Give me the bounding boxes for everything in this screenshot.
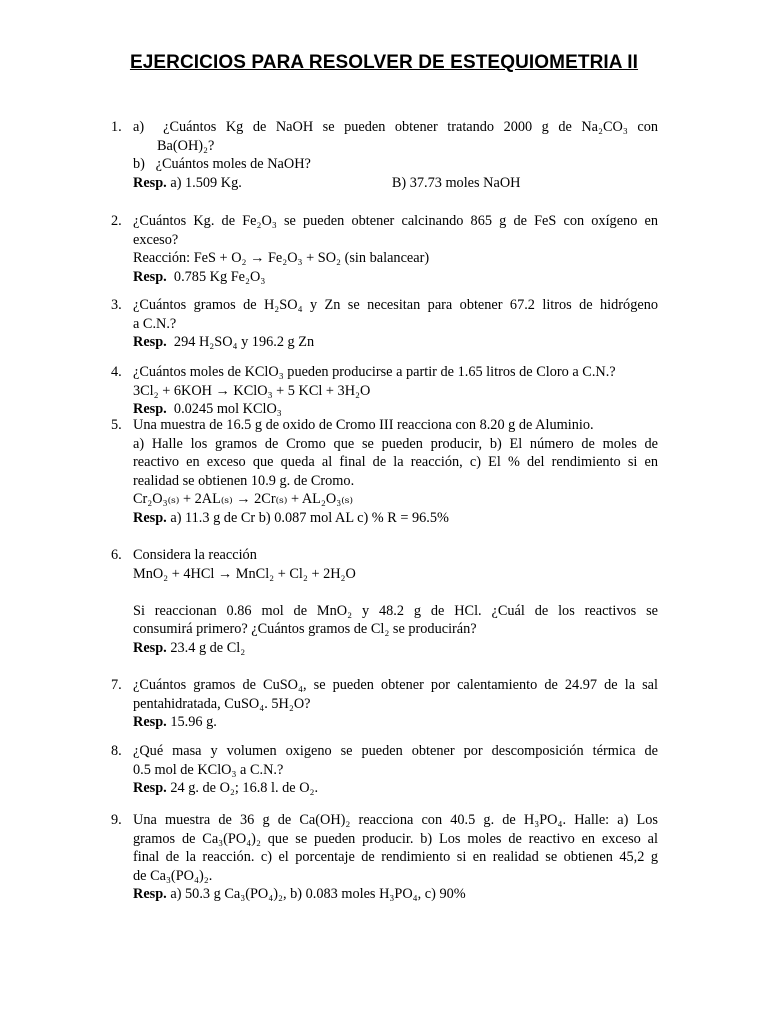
exercise-5-answer: Resp. a) 11.3 g de Cr b) 0.087 mol AL c) % R = 96.5%	[133, 509, 449, 526]
exercise-number: 7.	[111, 677, 122, 693]
reaction-equation: MnO₂ + 4HCl → MnCl₂ + Cl₂ + 2H₂O	[133, 565, 356, 582]
exercise-3-answer: Resp. 294 H₂SO₄ y 196.2 g Zn	[133, 334, 315, 351]
exercise-text: realidad se obtienen 10.9 g. de Cromo.	[133, 472, 355, 489]
exercise-text: ¿Cuántos moles de KClO₃ pueden producirse a partir de 1.65 litros de Cloro a C.N.?	[133, 364, 616, 380]
exercise-number: 4.	[111, 364, 122, 380]
exercise-6-answer: Resp. 23.4 g de Cl₂	[133, 639, 246, 656]
exercise-number: 5.	[111, 417, 122, 433]
exercise-1	[133, 118, 658, 192]
exercise-text: reactivo en exceso que queda al final de la reacción, c) El % del rendimiento si en	[133, 454, 658, 471]
exercise-number: 3.	[111, 297, 122, 313]
exercise-1-answer: Resp. a) 1.509 Kg. B) 37.73 moles NaOH	[133, 174, 521, 191]
exercise-3	[133, 296, 658, 352]
exercise-8-answer: Resp. 24 g. de O₂; 16.8 l. de O₂.	[133, 780, 319, 797]
exercise-text: 0.5 mol de KClO₃ a C.N.?	[133, 761, 284, 778]
exercise-4	[133, 363, 658, 419]
exercise-9-answer: Resp. a) 50.3 g Ca₃(PO₄)₂, b) 0.083 moles H₃PO₄, c) 90%	[133, 886, 466, 903]
exercise-number: 6.	[111, 547, 122, 563]
exercise-text: ¿Cuántos gramos de H₂SO₄ y Zn se necesitan para obtener 67.2 litros de hidrógeno	[133, 297, 658, 313]
exercise-8	[133, 742, 658, 798]
exercise-2-answer: Resp. 0.785 Kg Fe₂O₃	[133, 268, 266, 285]
exercise-text: Una muestra de 36 g de Ca(OH)₂ reacciona con 40.5 g. de H₃PO₄. Halle: a) Los	[133, 812, 658, 828]
reaction-equation: Reacción: FeS + O₂ → Fe₂O₃ + SO₂ (sin balancear)	[133, 250, 430, 267]
exercise-text: consumirá primero? ¿Cuántos gramos de Cl₂ se producirán?	[133, 621, 477, 638]
exercise-2	[133, 212, 658, 286]
exercise-text: exceso?	[133, 231, 179, 248]
spacer	[133, 583, 658, 602]
exercise-1-part-b: b) ¿Cuántos moles de NaOH?	[133, 156, 311, 173]
exercise-6	[133, 546, 658, 658]
exercise-text: ¿Qué masa y volumen oxigeno se pueden obtener por descomposición térmica de	[133, 743, 658, 759]
exercise-text: gramos de Ca₃(PO₄)₂ que se pueden producir. b) Los moles de reactivo en exceso al	[133, 830, 658, 847]
exercise-9	[133, 811, 658, 904]
reaction-equation: Cr₂O₃₍ₛ₎ + 2AL₍ₛ₎ → 2Cr₍ₛ₎ + AL₂O₃₍ₛ₎	[133, 491, 354, 508]
exercise-text: Considera la reacción	[133, 547, 257, 563]
exercise-number: 2.	[111, 213, 122, 229]
exercise-text: ¿Cuántos Kg. de Fe₂O₃ se pueden obtener calcinando 865 g de FeS con oxígeno en	[133, 213, 658, 229]
exercise-text: a) Halle los gramos de Cromo que se pueden producir, b) El número de moles de	[133, 435, 658, 452]
exercise-7-answer: Resp. 15.96 g.	[133, 714, 217, 731]
exercise-number: 9.	[111, 812, 122, 828]
exercise-number: 1.	[111, 119, 122, 135]
exercise-5	[133, 416, 658, 528]
exercise-7	[133, 676, 658, 732]
exercise-text: Si reaccionan 0.86 mol de MnO₂ y 48.2 g de HCl. ¿Cuál de los reactivos se	[133, 602, 658, 619]
page-title: EJERCICIOS PARA RESOLVER DE ESTEQUIOMETRIA II	[129, 52, 639, 73]
exercise-text: de Ca₃(PO₄)₂.	[133, 867, 213, 884]
reaction-equation: 3Cl₂ + 6KOH → KClO₃ + 5 KCl + 3H₂O	[133, 382, 371, 399]
exercise-text: final de la reacción. c) el porcentaje de rendimiento si en realidad se obtienen 45,2 g	[133, 849, 658, 866]
exercise-text: ¿Cuántos gramos de CuSO₄, se pueden obtener por calentamiento de 24.97 de la sal	[133, 677, 658, 693]
exercise-text: pentahidratada, CuSO₄. 5H₂O?	[133, 695, 311, 712]
exercise-4-answer: Resp. 0.0245 mol KClO₃	[133, 401, 282, 418]
exercise-1-part-a: a) ¿Cuántos Kg de NaOH se pueden obtener tratando 2000 g de Na₂CO₃ con	[133, 119, 658, 135]
exercise-number: 8.	[111, 743, 122, 759]
exercise-1-part-a-cont: Ba(OH)₂?	[157, 137, 215, 154]
exercise-text: a C.N.?	[133, 315, 177, 332]
exercise-text: Una muestra de 16.5 g de oxido de Cromo III reacciona con 8.20 g de Aluminio.	[133, 417, 594, 433]
